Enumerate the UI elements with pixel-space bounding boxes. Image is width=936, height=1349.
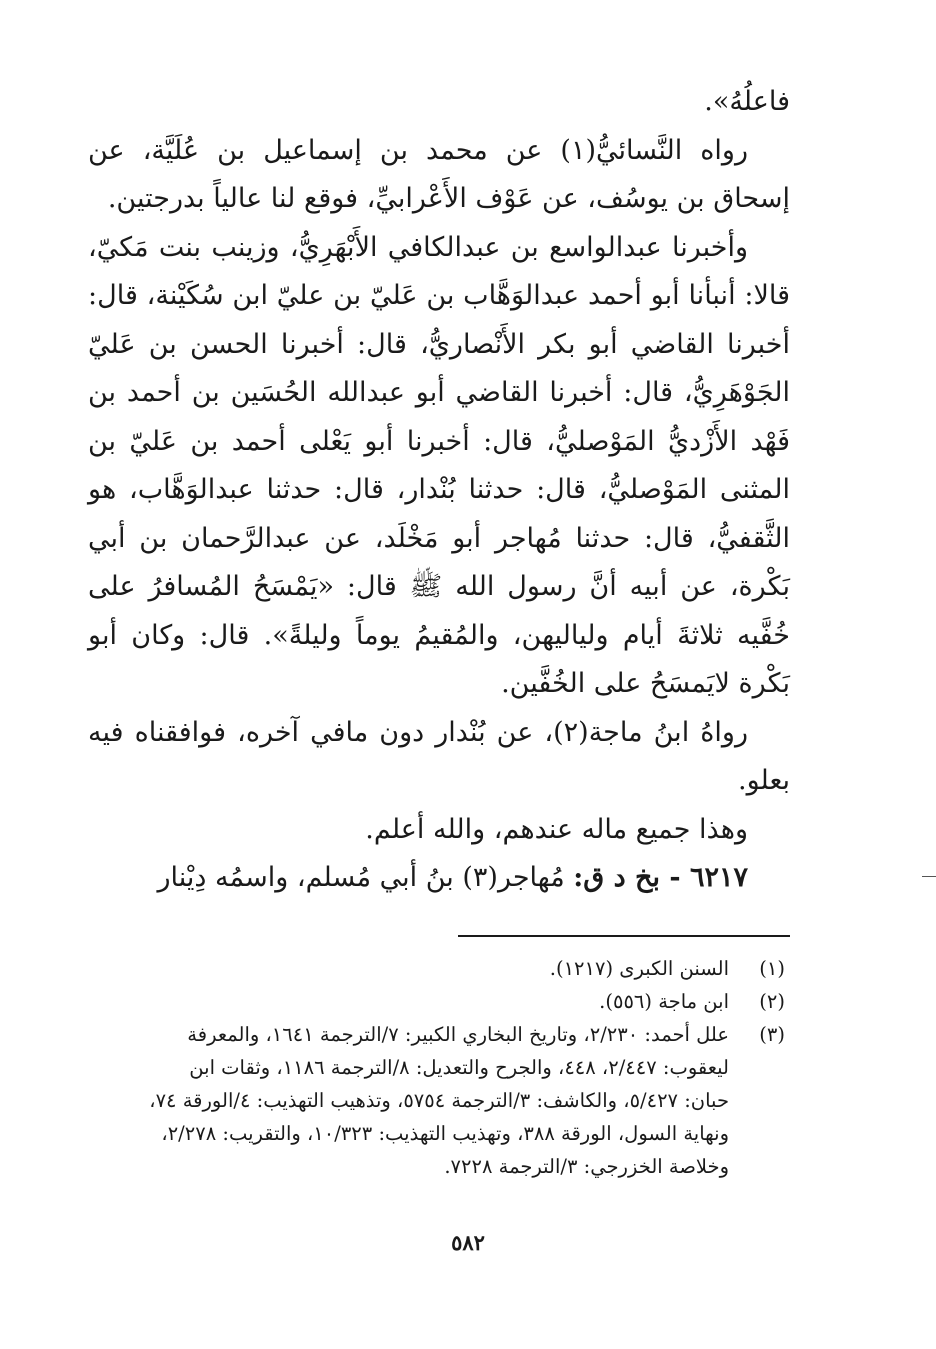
footnote-text	[80, 1018, 729, 1183]
entry-number: ٦٢١٧ - بخ د ق:	[573, 862, 748, 893]
footnote-line: ليعقوب: ٢/٤٤٧، ٤٤٨، والجرح والتعديل: ٨/الترجمة ١١٨٦، وثقات ابن	[189, 1056, 729, 1079]
footnote-line: ونهاية السول، الورقة ٣٨٨، وتهذيب التهذيب: ١٠/٣٢٣، والتقريب: ٢/٢٧٨،	[161, 1122, 729, 1145]
paragraph-closing-quote: فاعلُهُ».	[704, 86, 790, 117]
footnote-number: (٣)	[759, 1023, 785, 1046]
paragraph-isnad: وأخبرنا عبدالواسع بن عبدالكافي الأَبْهَرِيُّ، وزينب بنت مَكيّ، قالا: أنبأنا أبو أحمد عبدالوَهَّاب بن عَليّ بن عليّ ابن سُكَيْنة، قال: أخبرنا القاضي أبو بكر الأَنْصاريُّ، قال: أخبرنا الحسن بن عَليّ الجَوْهَرِيُّ، قال: أخبرنا القاضي أبو عبدالله الحُسَين بن أحمد بن فَهْد الأَزْديُّ المَوْصليُّ، قال: أخبرنا أبو يَعْلى أحمد بن عَليّ بن المثنى المَوْصليُّ، قال: حدثنا بُنْدار، قال: حدثنا عبدالوَهَّاب، هو الثَّقفيُّ، قال: حدثنا مُهاجر أبو مَخْلَد، عن عبدالرَّحمان بن أبي بَكْرة، عن أبيه أنَّ رسول الله ﷺ قال: «يَمْسَحُ المُسافرُ على خُفَّيه ثلاثةَ أيام ولياليهن، والمُقيمُ يوماً وليلةً». قال: وكان أبو بَكْرة لايَمسَحُ على الخُفَّين.	[88, 231, 790, 699]
footnote-line: حبان: ٥/٤٢٧، والكاشف: ٣/الترجمة ٥٧٥٤، وتذهيب التهذيب: ٤/الورقة ٧٤،	[149, 1089, 729, 1112]
footnote-3	[80, 1018, 785, 1183]
footnote-1	[80, 952, 785, 985]
footnote-line: السنن الكبرى (١٢١٧).	[549, 957, 729, 980]
main-text	[88, 78, 790, 903]
footnotes	[80, 952, 785, 1183]
paragraph-ibn-majah: رواهُ ابنُ ماجة(٢)، عن بُنْدار دون مافي آخره، فوافقناه فيه بعلو.	[88, 716, 790, 796]
footnote-line: وخلاصة الخزرجي: ٣/الترجمة ٧٢٢٨.	[444, 1155, 729, 1178]
footnote-text	[80, 985, 729, 1018]
entry-heading-text: مُهاجر(٣) بنُ أبي مُسلم، واسمُه دِيْنار	[157, 862, 565, 893]
biography-entry	[88, 854, 790, 903]
page-number: ٥٨٢	[451, 1230, 485, 1255]
footnote-divider	[458, 935, 790, 937]
footnote-line: علل أحمد: ٢/٢٣٠، وتاريخ البخاري الكبير: ٧/الترجمة ١٦٤١، والمعرفة	[187, 1023, 729, 1046]
paragraph-nasai-narration: رواه النَّسائيُّ(١) عن محمد بن إسماعيل بن عُلَيَّة، عن إسحاق بن يوسُف، عن عَوْف الأَعْرابيِّ، فوقع لنا عالياً بدرجتين.	[88, 134, 790, 214]
footnote-number: (١)	[759, 957, 785, 980]
footnote-line: ابن ماجة (٥٥٦).	[599, 990, 729, 1013]
footnote-text	[80, 952, 729, 985]
footnote-number: (٢)	[759, 990, 785, 1013]
paragraph-closing-remark: وهذا جميع ماله عندهم، والله أعلم.	[365, 813, 748, 845]
margin-tick	[922, 876, 936, 877]
footnote-2	[80, 985, 785, 1018]
